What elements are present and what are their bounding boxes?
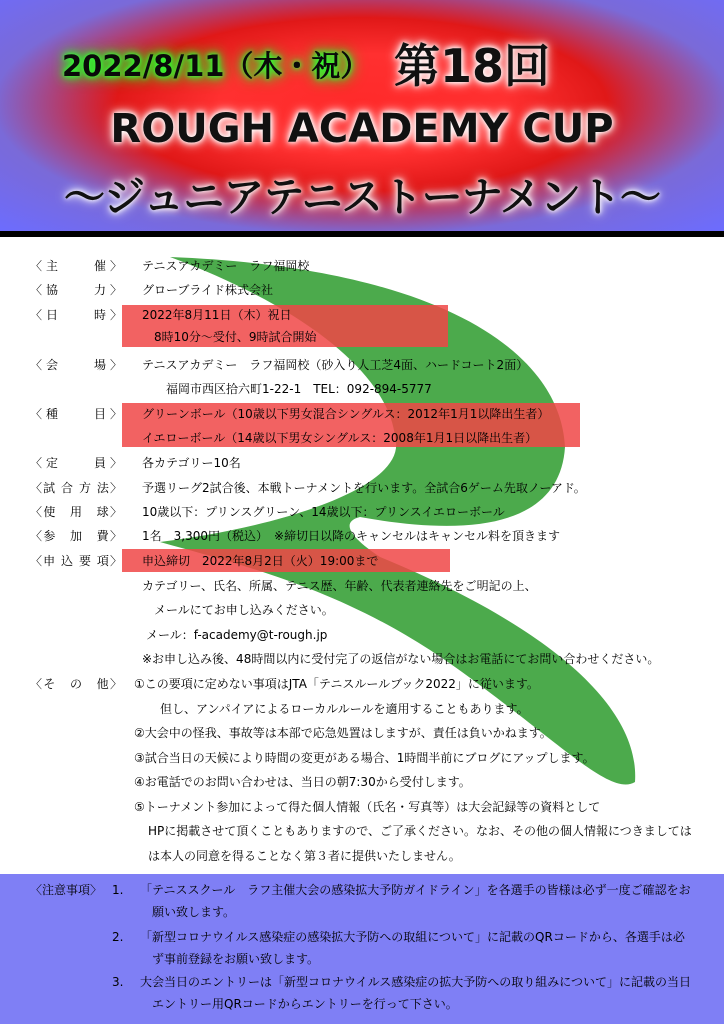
venue-label: 〈会 場〉 xyxy=(30,358,122,372)
capacity-value: 各カテゴリー10名 xyxy=(142,456,241,470)
category-line-1: グリーンボール（10歳以下男女混合シングルス：2012年1月1以降出生者） xyxy=(142,407,550,421)
application-note: ※お申し込み後、48時間以内に受付完了の返信がない場合はお電話にてお問い合わせください。 xyxy=(142,652,660,666)
category-line-2: イエローボール（14歳以下男女シングルス：2008年1月1日以降出生者） xyxy=(142,431,538,445)
format-value: 予選リーグ2試合後、本戦トーナメントを行います。全試合6ゲーム先取ノーアド。 xyxy=(142,481,586,495)
balls-label: 〈使 用 球〉 xyxy=(30,505,122,519)
note-1-line-2: 願い致します。 xyxy=(152,905,236,919)
application-line-2: カテゴリー、氏名、所属、テニス歴、年齢、代表者連絡先をご明記の上、 xyxy=(142,579,537,593)
note-2-line-2: ず事前登録をお願い致します。 xyxy=(152,952,320,966)
other-line-4: ③試合当日の天候により時間の変更がある場合、1時間半前にブログにアップします。 xyxy=(134,751,595,765)
note-3-line-1: 大会当日のエントリーは「新型コロナウイルス感染症の拡大予防への取り組みについて」に記載の当日 xyxy=(140,975,692,989)
note-1-line-1: 「テニススクール ラフ主催大会の感染拡大予防ガイドライン」を各選手の皆様は必ず一度ご確認をお xyxy=(140,883,691,897)
other-line-3: ②大会中の怪我、事故等は本部で応急処置はしますが、責任は負いかねます。 xyxy=(134,726,552,740)
application-label: 〈申 込 要 項〉 xyxy=(30,554,122,568)
datetime-line-2: 8時10分～受付、9時試合開始 xyxy=(154,330,317,344)
venue-line-2: 福岡市西区拾六町1-22-1 TEL：092-894-5777 xyxy=(166,382,432,396)
other-line-6: ⑤トーナメント参加によって得た個人情報（氏名・写真等）は大会記録等の資料として xyxy=(134,800,601,814)
note-3-line-2: エントリー用QRコードからエントリーを行って下さい。 xyxy=(152,997,458,1011)
note-2-line-1: 「新型コロナウイルス感染症の感染拡大予防への取組について」に記載のQRコードから、各選手は必 xyxy=(140,930,685,944)
other-line-1: ①この要項に定めない事項はJTA「テニスルールブック2022」に従います。 xyxy=(134,677,539,691)
other-line-5: ④お電話でのお問い合わせは、当日の朝7:30から受付します。 xyxy=(134,775,471,789)
datetime-label: 〈日 時〉 xyxy=(30,308,122,322)
application-email[interactable]: メール：f-academy@t-rough.jp xyxy=(146,628,328,642)
event-subtitle: ～ジュニアテニストーナメント～ xyxy=(64,173,660,221)
note-3-number: 3. xyxy=(112,975,124,989)
other-label: 〈そ の 他〉 xyxy=(30,677,122,691)
sponsor-value: グローブライド株式会社 xyxy=(142,283,274,297)
sponsor-label: 〈協 力〉 xyxy=(30,283,122,297)
venue-line-1: テニスアカデミー ラフ福岡校（砂入り人工芝4面、ハードコート2面） xyxy=(142,358,529,372)
other-line-7: HPに掲載させて頂くこともありますので、ご了承ください。なお、その他の個人情報につきましては xyxy=(148,824,692,838)
note-2-number: 2. xyxy=(112,930,124,944)
capacity-label: 〈定 員〉 xyxy=(30,456,122,470)
other-line-2: 但し、アンパイアによるローカルルールを適用することもあります。 xyxy=(160,702,529,716)
datetime-line-1: 2022年8月11日（木）祝日 xyxy=(142,308,292,322)
organizer-label: 〈主 催〉 xyxy=(30,259,122,273)
notes-label: 〈注意事項〉 xyxy=(30,883,103,897)
fee-value: 1名 3,300円（税込） ※締切日以降のキャンセルはキャンセル料を頂きます xyxy=(142,529,561,543)
application-line-3: メールにてお申し込みください。 xyxy=(154,603,334,617)
application-deadline: 申込締切 2022年8月2日（火）19:00まで xyxy=(142,554,379,568)
other-line-8: は本人の同意を得ることなく第３者に提供いたしません。 xyxy=(148,849,461,863)
event-date: 2022/8/11（木・祝） xyxy=(62,49,370,83)
category-label: 〈種 目〉 xyxy=(30,407,122,421)
organizer-value: テニスアカデミー ラフ福岡校 xyxy=(142,259,310,273)
fee-label: 〈参 加 費〉 xyxy=(30,529,122,543)
event-round: 第18回 xyxy=(394,39,551,93)
format-label: 〈試 合 方 法〉 xyxy=(30,481,122,495)
balls-value: 10歳以下：プリンスグリーン、14歳以下：プリンスイエローボール xyxy=(142,505,505,519)
event-title: ROUGH ACADEMY CUP xyxy=(110,106,614,152)
note-1-number: 1. xyxy=(112,883,124,897)
